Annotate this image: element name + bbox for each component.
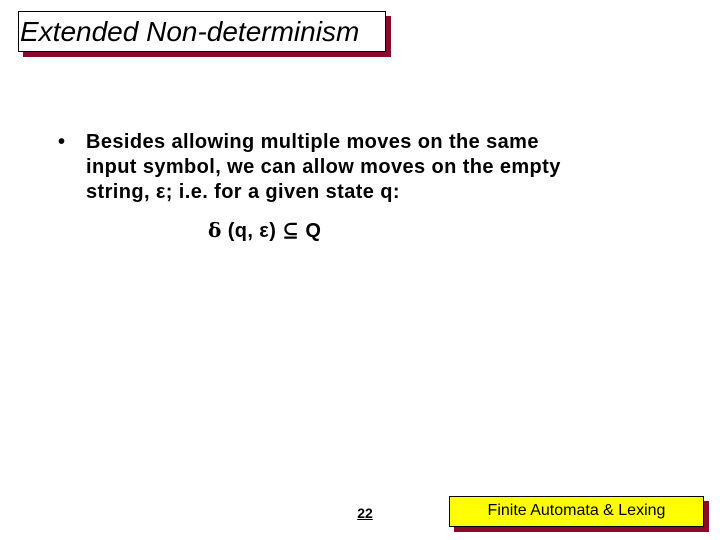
page-number: 22 — [357, 505, 373, 521]
transition-formula — [208, 218, 321, 244]
bullet-list — [58, 130, 678, 205]
bullet-line: string, ε; i.e. for a given state q: — [86, 181, 400, 203]
formula-args: (q, ε) — [227, 220, 277, 242]
bullet-line: input symbol, we can allow moves on the empty — [86, 156, 561, 178]
bullet-marker: • — [58, 131, 66, 153]
formula-set: Q — [305, 220, 322, 242]
delta-symbol: δ — [208, 218, 222, 242]
footer-label: Finite Automata & Lexing — [487, 502, 666, 519]
bullet-item — [58, 130, 678, 205]
bullet-line: Besides allowing multiple moves on the same — [86, 131, 539, 153]
subset-symbol: ⊆ — [282, 218, 300, 242]
slide-title: Extended Non-determinism — [20, 16, 360, 47]
